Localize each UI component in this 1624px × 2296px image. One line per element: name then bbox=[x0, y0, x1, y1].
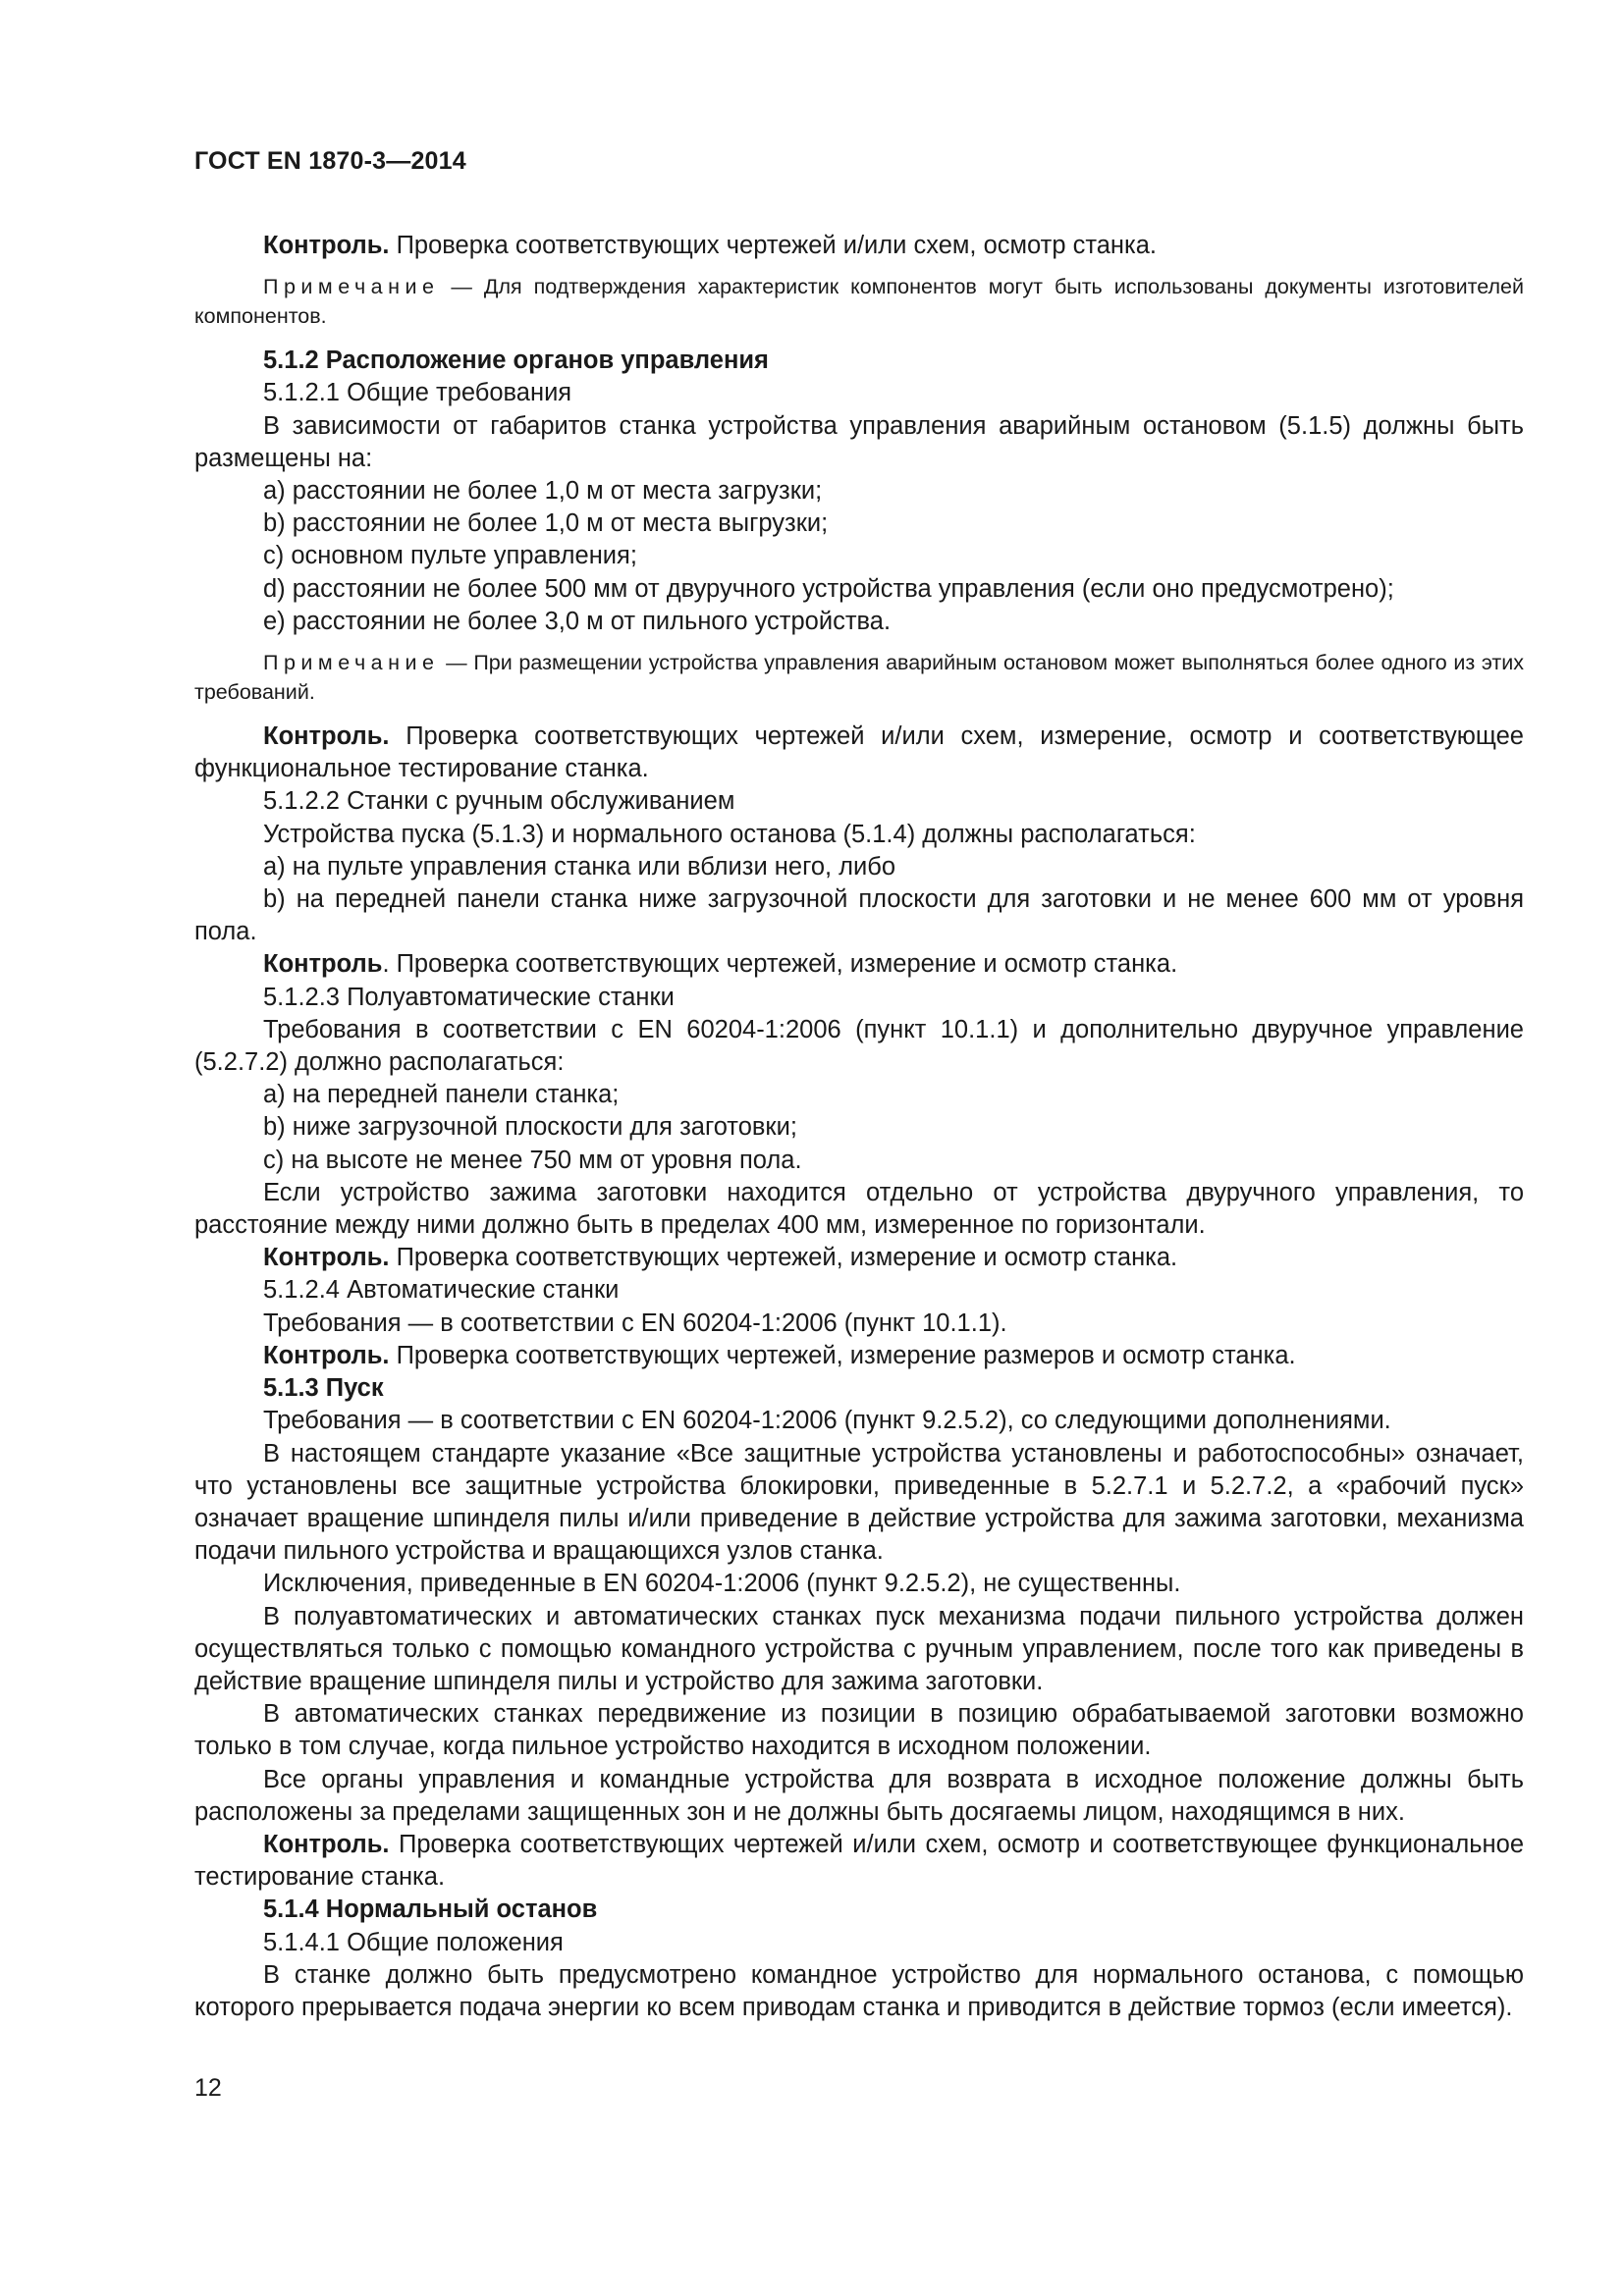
document-page bbox=[194, 145, 1524, 2024]
list-item bbox=[194, 573, 1524, 606]
paragraph bbox=[194, 1177, 1524, 1242]
document-header: ГОСТ EN 1870-3—2014 bbox=[194, 147, 466, 175]
section-heading bbox=[194, 1894, 1524, 1926]
paragraph bbox=[194, 1959, 1524, 2024]
section-heading bbox=[194, 1372, 1524, 1405]
list-item bbox=[194, 1079, 1524, 1111]
text: Все органы управления и командные устройства для возврата в исходное положение должны быть расположены за пределами защищенных зон и не должны быть досягаемы лицом, находящимся в них. bbox=[194, 1765, 1524, 1826]
text: В станке должно быть предусмотрено командное устройство для нормального останова, с помощью которого прерывается подача энергии ко всем приводам станка и приводится в действие тормоз (если имеется). bbox=[194, 1960, 1524, 2021]
document-body bbox=[194, 230, 1524, 2024]
text: 5.1.4 Нормальный останов bbox=[263, 1896, 598, 1924]
text: Проверка соответствующих чертежей, измерение размеров и осмотр станка. bbox=[389, 1341, 1296, 1369]
text: b) на передней панели станка ниже загрузочной плоскости для заготовки и не менее 600 мм от уровня пола. bbox=[194, 885, 1524, 946]
text: e) расстоянии не более 3,0 м от пильного устройства. bbox=[263, 607, 892, 635]
text: Требования в соответствии с EN 60204-1:2006 (пункт 10.1.1) и дополнительно двуручное управление (5.2.7.2) должно располагаться: bbox=[194, 1015, 1524, 1077]
text: 5.1.4.1 Общие положения bbox=[263, 1928, 564, 1956]
control-label: Контроль. bbox=[263, 1830, 390, 1858]
paragraph bbox=[194, 230, 1524, 262]
paragraph bbox=[194, 819, 1524, 851]
paragraph bbox=[194, 1438, 1524, 1569]
paragraph bbox=[194, 1014, 1524, 1079]
text: c) основном пульте управления; bbox=[263, 542, 637, 570]
text: a) на пульте управления станка или вблизи него, либо bbox=[263, 852, 896, 881]
note-label: Примечание bbox=[263, 275, 440, 299]
paragraph bbox=[194, 1764, 1524, 1829]
list-item bbox=[194, 475, 1524, 507]
paragraph bbox=[194, 1405, 1524, 1437]
text: 5.1.2.4 Автоматические станки bbox=[263, 1276, 620, 1305]
text: d) расстоянии не более 500 мм от двуручного устройства управления (если оно предусмотрено); bbox=[263, 574, 1394, 603]
paragraph bbox=[194, 721, 1524, 785]
page-number: 12 bbox=[194, 2074, 222, 2102]
paragraph bbox=[194, 785, 1524, 818]
list-item bbox=[194, 606, 1524, 638]
text: b) расстоянии не более 1,0 м от места выгрузки; bbox=[263, 509, 829, 538]
text: a) расстоянии не более 1,0 м от места загрузки; bbox=[263, 477, 823, 506]
paragraph bbox=[194, 948, 1524, 981]
text: 5.1.2.3 Полуавтоматические станки bbox=[263, 983, 675, 1011]
text: Исключения, приведенные в EN 60204-1:2006 (пункт 9.2.5.2), не существенны. bbox=[263, 1570, 1181, 1598]
text: — При размещении устройства управления аварийным остановом может выполняться более одного из этих требований. bbox=[194, 651, 1524, 705]
text: В полуавтоматических и автоматических станках пуск механизма подачи пильного устройства должен осуществляться только с помощью командного устройства с ручным управлением, после того как приведены в действие вращение шпинделя пилы и устройство для зажима заготовки. bbox=[194, 1602, 1524, 1695]
text: Проверка соответствующих чертежей, измерение и осмотр станка. bbox=[389, 1244, 1178, 1272]
paragraph bbox=[194, 1340, 1524, 1372]
text: Требования — в соответствии с EN 60204-1:2006 (пункт 9.2.5.2), со следующими дополнениями. bbox=[263, 1407, 1391, 1435]
paragraph bbox=[194, 377, 1524, 409]
list-item bbox=[194, 1145, 1524, 1177]
control-label: Контроль. bbox=[263, 1341, 390, 1369]
text: a) на передней панели станка; bbox=[263, 1081, 620, 1109]
list-item bbox=[194, 851, 1524, 883]
text: 5.1.2.2 Станки с ручным обслуживанием bbox=[263, 787, 735, 816]
text: c) на высоте не менее 750 мм от уровня пола. bbox=[263, 1146, 802, 1174]
text: b) ниже загрузочной плоскости для заготовки; bbox=[263, 1113, 797, 1142]
paragraph bbox=[194, 883, 1524, 948]
text: Проверка соответствующих чертежей и/или схем, осмотр и соответствующее функциональное тестирование станка. bbox=[194, 1830, 1524, 1892]
text: — Для подтверждения характеристик компонентов могут быть использованы документы изготовителей компонентов. bbox=[194, 275, 1524, 329]
text: Устройства пуска (5.1.3) и нормального останова (5.1.4) должны располагаться: bbox=[263, 820, 1196, 848]
paragraph bbox=[194, 1274, 1524, 1307]
paragraph bbox=[194, 1927, 1524, 1959]
paragraph bbox=[194, 1601, 1524, 1699]
text: Требования — в соответствии с EN 60204-1:2006 (пункт 10.1.1). bbox=[263, 1308, 1007, 1337]
text: В настоящем стандарте указание «Все защитные устройства установлены и работоспособны» означает, что установлены все защитные устройства блокировки, приведенные в 5.2.7.1 и 5.2.7.2, а «рабочий пуск» означает вращение шпинделя пилы и/или приведение в действие устройства для зажима заготовки, механизма подачи пильного устройства и вращающихся узлов станка. bbox=[194, 1439, 1524, 1566]
text: . Проверка соответствующих чертежей, измерение и осмотр станка. bbox=[382, 950, 1178, 979]
paragraph bbox=[194, 1308, 1524, 1340]
control-label: Контроль. bbox=[263, 232, 390, 259]
text: Проверка соответствующих чертежей и/или схем, измерение, осмотр и соответствующее функциональное тестирование станка. bbox=[194, 722, 1524, 783]
text: Проверка соответствующих чертежей и/или схем, осмотр станка. bbox=[389, 232, 1158, 259]
paragraph bbox=[194, 982, 1524, 1014]
paragraph bbox=[194, 1698, 1524, 1763]
control-label: Контроль. bbox=[263, 1244, 390, 1272]
text: 5.1.2 Расположение органов управления bbox=[263, 347, 769, 375]
text: 5.1.2.1 Общие требования bbox=[263, 379, 572, 407]
paragraph bbox=[194, 410, 1524, 475]
list-item bbox=[194, 507, 1524, 540]
list-item bbox=[194, 540, 1524, 572]
note bbox=[194, 272, 1524, 331]
paragraph bbox=[194, 1242, 1524, 1274]
paragraph bbox=[194, 1568, 1524, 1600]
text: В зависимости от габаритов станка устройства управления аварийным остановом (5.1.5) должны быть размещены на: bbox=[194, 411, 1524, 472]
note bbox=[194, 648, 1524, 707]
text: В автоматических станках передвижение из позиции в позицию обрабатываемой заготовки возможно только в том случае, когда пильное устройство находится в исходном положении. bbox=[194, 1700, 1524, 1761]
control-label: Контроль. bbox=[263, 722, 390, 751]
paragraph bbox=[194, 1829, 1524, 1894]
text: 5.1.3 Пуск bbox=[263, 1374, 384, 1403]
text: Если устройство зажима заготовки находится отдельно от устройства двуручного управления, то расстояние между ними должно быть в пределах 400 мм, измеренное по горизонтали. bbox=[194, 1178, 1524, 1240]
section-heading bbox=[194, 345, 1524, 377]
list-item bbox=[194, 1111, 1524, 1144]
control-label: Контроль bbox=[263, 950, 383, 979]
note-label: Примечание bbox=[263, 651, 440, 675]
